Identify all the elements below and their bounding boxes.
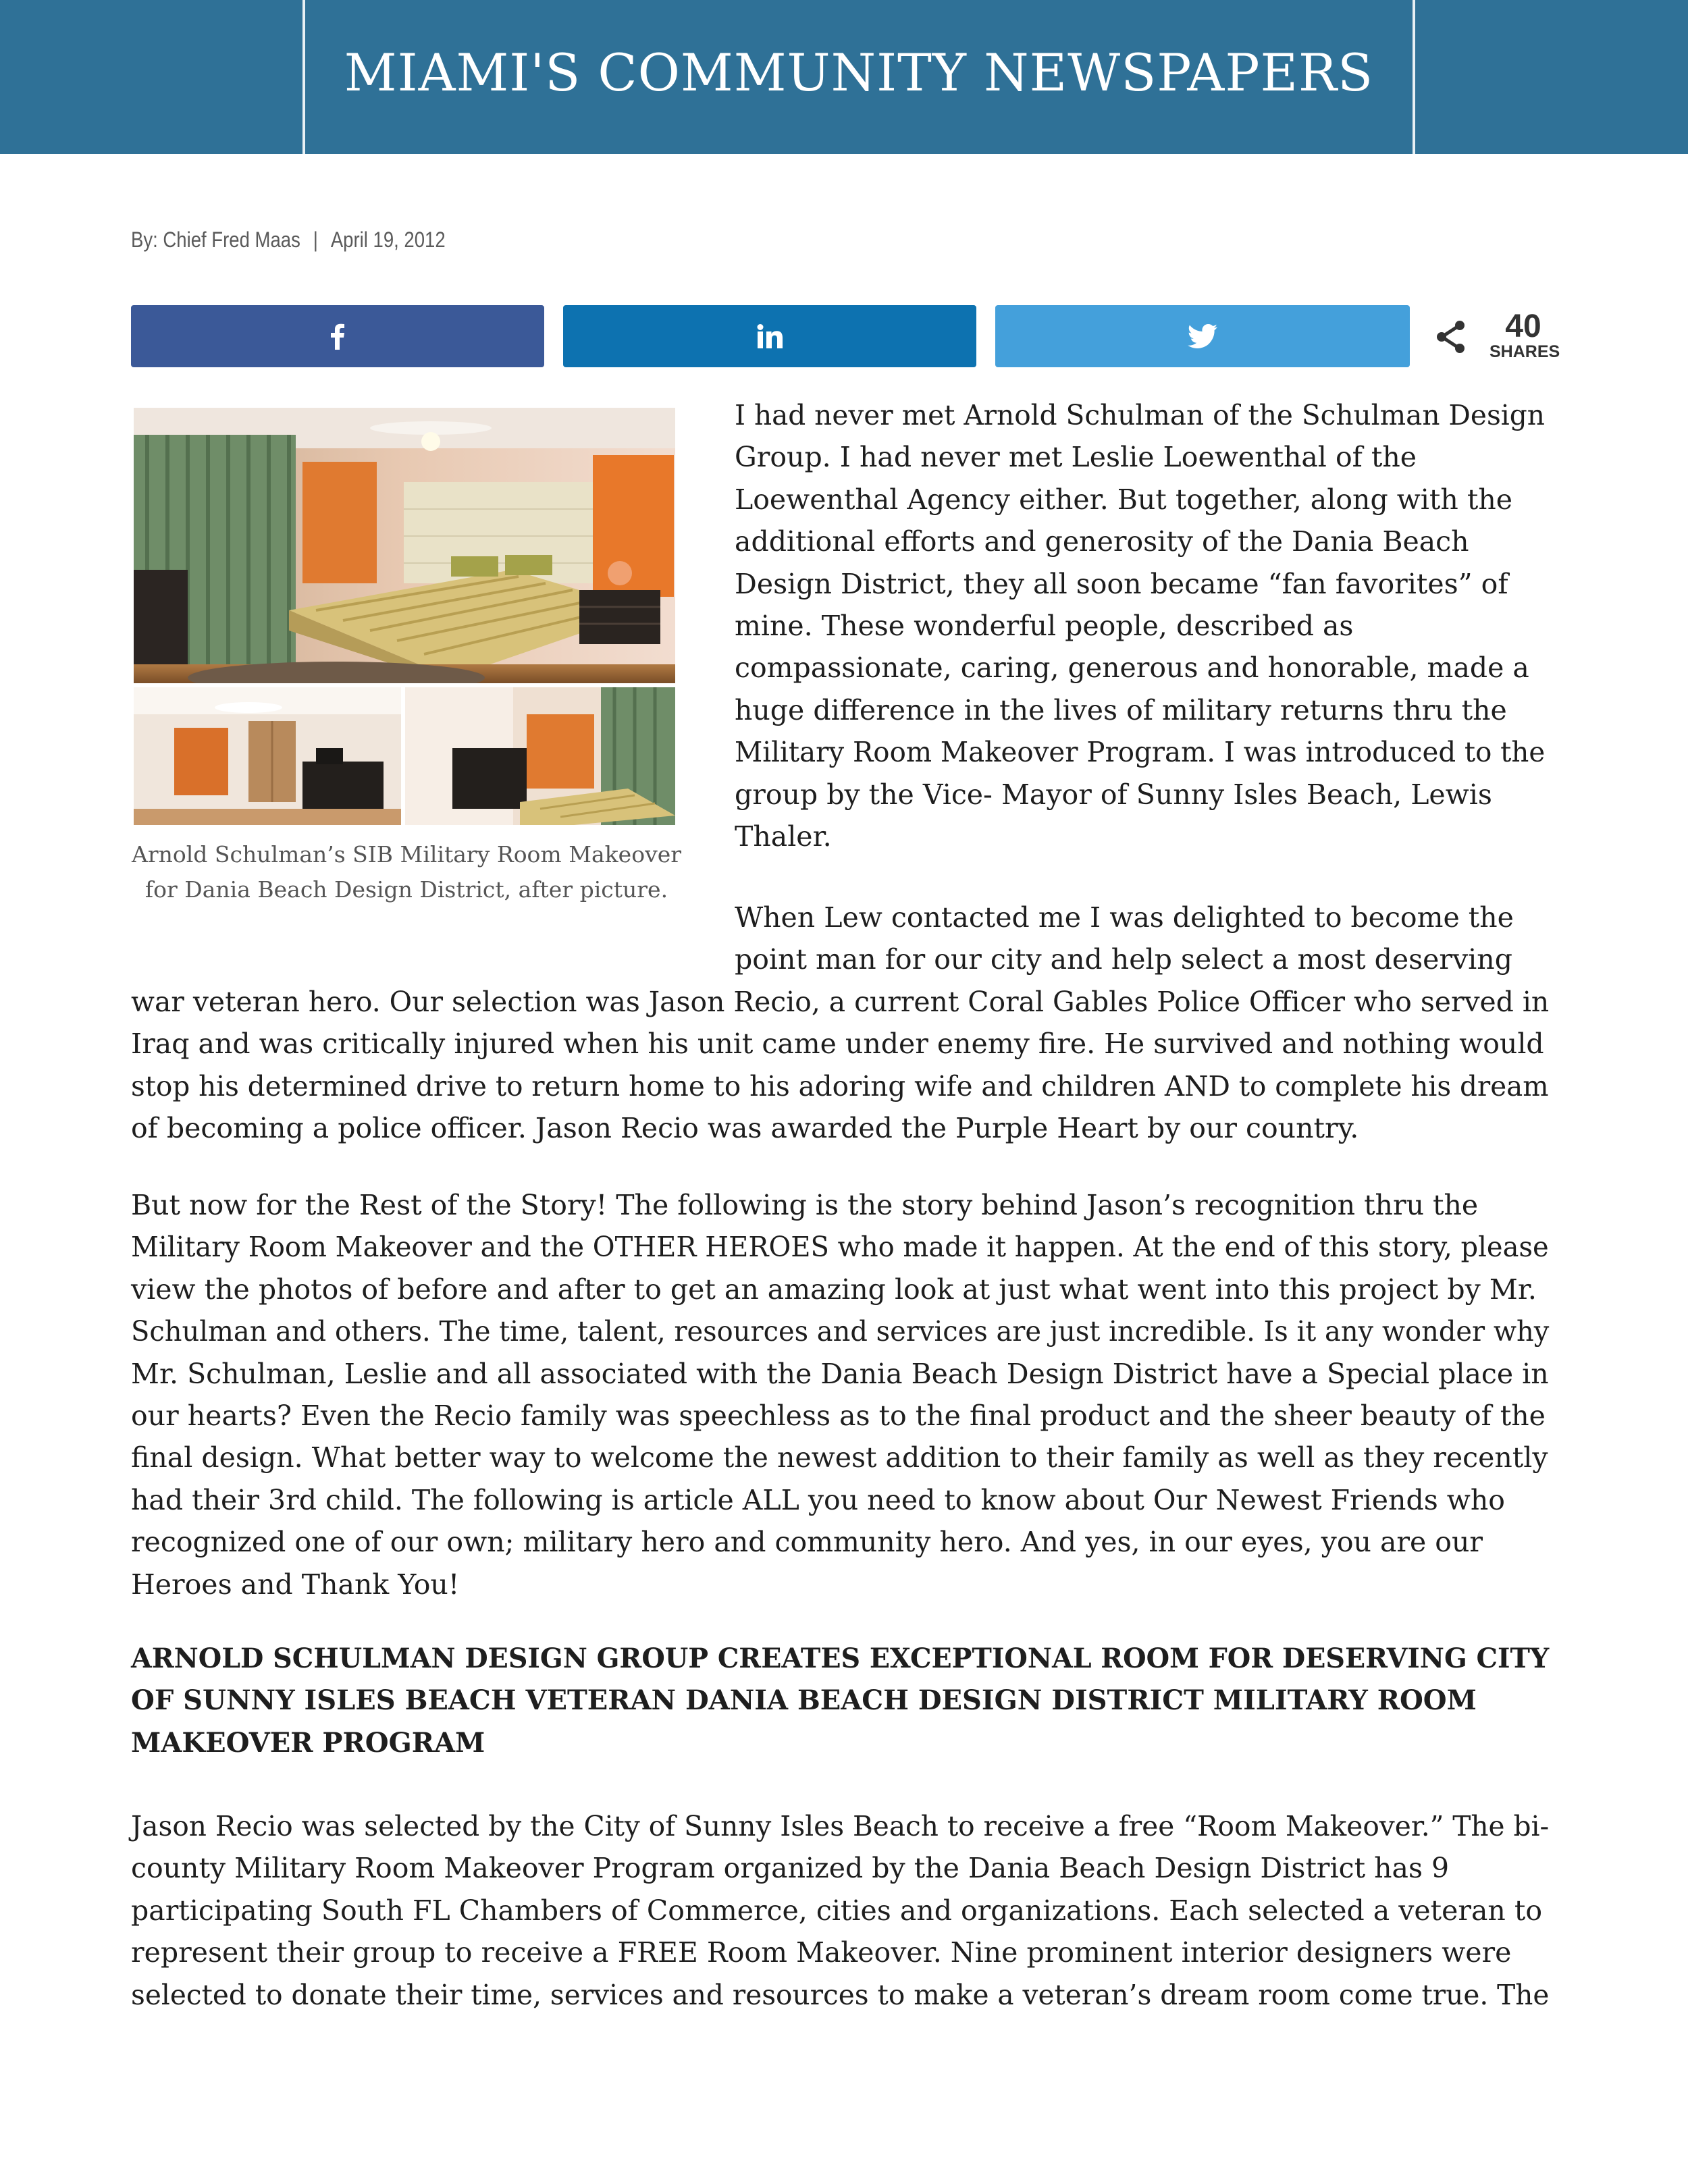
byline: [131, 223, 446, 257]
text-line: participating South FL Chambers of Commerce, cities and organizations. Each selected a veteran to: [131, 1894, 1543, 1927]
room-makeover-photo[interactable]: [131, 405, 678, 828]
text-line: of becoming a police officer. Jason Recio was awarded the Purple Heart by our country.: [131, 1112, 1359, 1145]
text-line: point man for our city and help select a most deserving: [735, 943, 1512, 976]
text-line: Military Room Makeover and the OTHER HEROES who made it happen. At the end of this story, please: [131, 1231, 1549, 1264]
text-line: county Military Room Makeover Program organized by the Dania Beach Design District has 9: [131, 1852, 1450, 1885]
linkedin-icon: [757, 324, 783, 348]
text-line: Military Room Makeover Program. I was introduced to the: [735, 736, 1546, 769]
article-paragraph-1: [735, 394, 1545, 857]
text-line: huge difference in the lives of military returns thru the: [735, 693, 1507, 726]
text-line: view the photos of before and after to get an amazing look at just what went into this project by Mr.: [131, 1273, 1537, 1306]
text-line: I had never met Arnold Schulman of the Schulman Design: [735, 399, 1545, 431]
text-line: final design. What better way to welcome the newest addition to their family as well as they recently: [131, 1441, 1548, 1474]
site-header: [0, 0, 1688, 154]
text-line: war veteran hero. Our selection was Jason Recio, a current Coral Gables Police Officer who served in: [131, 985, 1550, 1018]
site-title[interactable]: MIAMI'S COMMUNITY NEWSPAPERS: [344, 43, 1374, 103]
share-count-label: SHARES: [1489, 342, 1560, 361]
share-count: 40: [1505, 309, 1541, 344]
article-figure: [131, 405, 682, 907]
text-line: selected to donate their time, services and resources to make a veteran’s dream room come true. The: [131, 1978, 1550, 2011]
text-line: compassionate, caring, generous and honorable, made a: [735, 651, 1529, 685]
section-heading: [131, 1638, 1549, 1764]
heading-line: OF SUNNY ISLES BEACH VETERAN DANIA BEACH DESIGN DISTRICT MILITARY ROOM: [131, 1684, 1477, 1717]
text-line: Jason Recio was selected by the City of Sunny Isles Beach to receive a free “Room Makeover.” The bi-: [131, 1810, 1550, 1842]
text-line: But now for the Rest of the Story! The following is the story behind Jason’s recognition thru the: [131, 1189, 1479, 1221]
text-line: group by the Vice- Mayor of Sunny Isles Beach, Lewis: [735, 778, 1492, 811]
bedroom-photo-left: [134, 687, 401, 825]
twitter-share-button[interactable]: [995, 305, 1410, 367]
share-icon[interactable]: [1435, 320, 1467, 354]
text-line: represent their group to receive a FREE Room Makeover. Nine prominent interior designers were: [131, 1936, 1512, 1969]
twitter-icon: [1188, 324, 1217, 348]
byline-date: April 19, 2012: [330, 228, 446, 252]
article-paragraph-4: [131, 1805, 1549, 2016]
linkedin-share-button[interactable]: [563, 305, 976, 367]
text-line: Thaler.: [735, 820, 832, 853]
text-line: Iraq and was critically injured when his unit came under enemy fire. He survived and nothing would: [131, 1028, 1544, 1061]
text-line: stop his determined drive to return home to his adoring wife and children AND to complete his dream: [131, 1069, 1549, 1102]
byline-separator: |: [313, 228, 318, 252]
text-line: recognized one of our own; military hero and community hero. And yes, in our eyes, you are our: [131, 1526, 1483, 1559]
text-line: Loewenthal Agency either. But together, along with the: [735, 483, 1512, 516]
article-paragraph-2: [131, 897, 1549, 1149]
text-line: additional efforts and generosity of the Dania Beach: [735, 525, 1469, 558]
byline-author[interactable]: By: Chief Fred Maas: [131, 228, 300, 252]
text-line: our hearts? Even the Recio family was speechless as to the final product and the sheer beauty of the: [131, 1400, 1546, 1433]
bedroom-photo-main: [134, 408, 675, 683]
caption-line: for Dania Beach Design District, after picture.: [144, 876, 668, 903]
header-divider-right: [1413, 0, 1415, 154]
text-line: Schulman and others. The time, talent, resources and services are just incredible. Is it any wonder why: [131, 1315, 1550, 1348]
heading-line: MAKEOVER PROGRAM: [131, 1726, 485, 1759]
heading-line: ARNOLD SCHULMAN DESIGN GROUP CREATES EXCEPTIONAL ROOM FOR DESERVING CITY: [131, 1643, 1550, 1674]
text-line: mine. These wonderful people, described as: [735, 610, 1354, 643]
facebook-icon: [330, 323, 345, 350]
text-line: Mr. Schulman, Leslie and all associated with the Dania Beach Design District have a Special place in: [131, 1357, 1549, 1390]
text-line: Group. I had never met Leslie Loewenthal of the: [735, 441, 1417, 474]
share-counter: [1435, 308, 1571, 367]
article-paragraph-3: [131, 1184, 1549, 1605]
facebook-share-button[interactable]: [131, 305, 544, 367]
text-line: Design District, they all soon became “fan favorites” of: [735, 567, 1508, 600]
caption-line: Arnold Schulman’s SIB Military Room Makeover: [131, 841, 682, 868]
text-line: had their 3rd child. The following is article ALL you need to know about Our Newest Friends who: [131, 1483, 1505, 1516]
text-line: When Lew contacted me I was delighted to become the: [735, 901, 1514, 934]
text-line: Heroes and Thank You!: [131, 1568, 460, 1601]
bedroom-photo-right: [405, 687, 675, 825]
